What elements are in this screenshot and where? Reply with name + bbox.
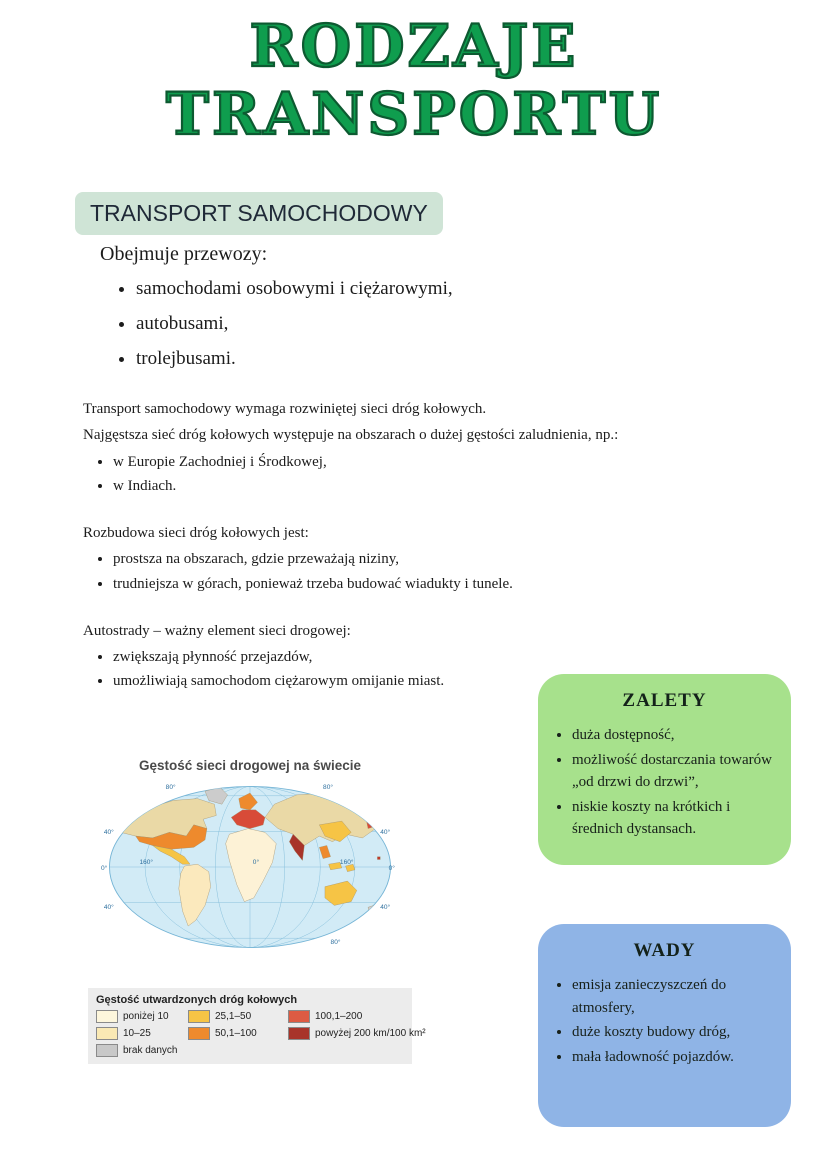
list-item: • emisja zanieczyszczeń do atmosfery,: [572, 974, 773, 1019]
world-map: [100, 778, 400, 956]
svg-text:0°: 0°: [388, 864, 395, 872]
list-item: • duże koszty budowy dróg,: [572, 1021, 773, 1044]
svg-text:40°: 40°: [103, 904, 114, 912]
legend-item: [288, 1027, 426, 1040]
legend-swatch: [96, 1010, 118, 1023]
legend-swatch: [188, 1027, 210, 1040]
paragraph: Transport samochodowy wymaga rozwiniętej sieci dróg kołowych.: [83, 401, 487, 417]
advantages-title: ZALETY: [622, 690, 707, 711]
list-item: • w Europie Zachodniej i Środkowej,: [113, 451, 733, 474]
list-item: • duża dostępność,: [572, 724, 773, 747]
legend-label: poniżej 10: [123, 1011, 169, 1022]
legend-item: [288, 1010, 426, 1023]
disadvantages-box: [538, 924, 791, 1127]
list-item: • umożliwiają samochodom ciężarowym omijanie miast.: [113, 670, 733, 693]
svg-text:40°: 40°: [380, 829, 391, 837]
advantages-list: [572, 724, 773, 841]
list-item: • mała ładowność pojazdów.: [572, 1046, 773, 1069]
list-item: • możliwość dostarczania towarów „od drzwi do drzwi”,: [572, 749, 773, 794]
list-item: • trudniejsza w górach, ponieważ trzeba budować wiadukty i tunele.: [113, 573, 733, 596]
svg-text:160°: 160°: [139, 859, 153, 867]
legend-label: 25,1–50: [215, 1011, 252, 1022]
legend-label: brak danych: [123, 1045, 178, 1056]
intro-list: [136, 277, 620, 371]
list-item: • niskie koszty na krótkich i średnich dystansach.: [572, 796, 773, 841]
legend-item: [188, 1027, 284, 1040]
page-title: [0, 12, 828, 148]
list-item: • autobusami,: [136, 312, 620, 336]
svg-text:80°: 80°: [323, 784, 333, 792]
map-figure: [88, 758, 426, 1064]
legend-label: 100,1–200: [315, 1011, 363, 1022]
intro-block: [100, 243, 620, 382]
svg-text:80°: 80°: [165, 784, 176, 792]
legend-label: 50,1–100: [215, 1028, 257, 1039]
legend-title: Gęstość utwardzonych dróg kołowych: [96, 994, 298, 1006]
legend-grid: [96, 1010, 426, 1057]
paragraph: Rozbudowa sieci dróg kołowych jest:: [83, 525, 309, 541]
legend-swatch: [288, 1010, 310, 1023]
paragraph: Autostrady – ważny element sieci drogowej:: [83, 622, 351, 639]
legend-item: [96, 1044, 184, 1057]
list-item: • prostsza na obszarach, gdzie przeważają niziny,: [113, 548, 733, 571]
legend-item: [96, 1027, 184, 1040]
bullet-list: [113, 451, 733, 499]
disadvantages-title: WADY: [633, 940, 696, 961]
bullet-list: [113, 548, 733, 596]
legend-swatch: [288, 1027, 310, 1040]
list-item: • w Indiach.: [113, 475, 733, 498]
page-title-line2: TRANSPORTU: [165, 80, 663, 148]
legend-label: 10–25: [123, 1028, 151, 1039]
svg-text:160°: 160°: [339, 859, 354, 867]
svg-text:0°: 0°: [101, 864, 108, 872]
legend-item: [96, 1010, 184, 1023]
list-item: • zwiększają płynność przejazdów,: [113, 646, 733, 669]
paragraph: Najgęstsza sieć dróg kołowych występuje na obszarach o dużej gęstości zaludnienia, np.:: [83, 427, 619, 444]
svg-text:40°: 40°: [380, 904, 391, 912]
map-legend: [88, 988, 426, 1064]
legend-swatch: [96, 1044, 118, 1057]
disadvantages-list: [572, 974, 773, 1068]
map-title: Gęstość sieci drogowej na świecie: [138, 758, 362, 773]
body-block: [83, 398, 733, 695]
advantages-box: [538, 674, 791, 865]
page-title-line1: RODZAJE: [249, 12, 579, 80]
legend-swatch: [188, 1010, 210, 1023]
svg-text:0°: 0°: [252, 859, 260, 867]
legend-item: [188, 1010, 284, 1023]
list-item: • trolejbusami.: [136, 347, 620, 371]
svg-text:80°: 80°: [330, 938, 341, 946]
legend-swatch: [96, 1027, 118, 1040]
list-item: • samochodami osobowymi i ciężarowymi,: [136, 277, 620, 301]
section-header: TRANSPORT SAMOCHODOWY: [75, 192, 443, 235]
intro-lead: Obejmuje przewozy:: [100, 243, 268, 265]
legend-label: powyżej 200 km/100 km²: [315, 1028, 426, 1039]
svg-text:40°: 40°: [103, 829, 114, 837]
